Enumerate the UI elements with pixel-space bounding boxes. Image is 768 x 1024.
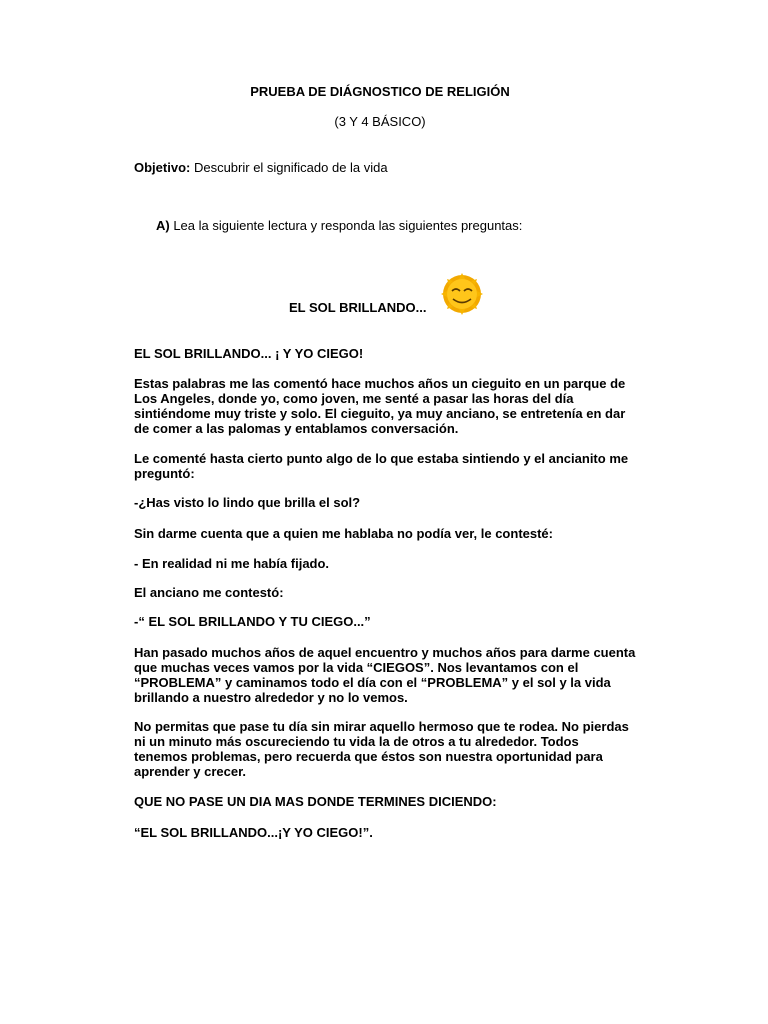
objective-text: Descubrir el significado de la vida <box>190 160 388 175</box>
instruction-text: Lea la siguiente lectura y responda las siguientes preguntas: <box>169 218 523 233</box>
story-paragraph-7: -“ EL SOL BRILLANDO Y TU CIEGO...” <box>134 614 371 629</box>
story-line: No permitas que pase tu día sin mirar aquello hermoso que te rodea. No pierdas <box>134 719 629 734</box>
story-line: “PROBLEMA” y caminamos todo el día con el “PROBLEMA” y el sol y la vida <box>134 675 611 690</box>
story-paragraph-2 <box>134 451 628 481</box>
story-heading: EL SOL BRILLANDO... ¡ Y YO CIEGO! <box>134 346 364 361</box>
story-title: EL SOL BRILLANDO... <box>289 300 427 315</box>
smiling-sun-icon <box>440 272 484 316</box>
story-line: ni un minuto más oscureciendo tu vida la de otros a tu alrededor. Todos <box>134 734 579 749</box>
story-line: tenemos problemas, pero recuerda que éstos son nuestra oportunidad para <box>134 749 603 764</box>
story-line: preguntó: <box>134 466 195 481</box>
instruction-letter: A) <box>156 218 170 233</box>
story-paragraph-10: QUE NO PASE UN DIA MAS DONDE TERMINES DICIENDO: <box>134 794 497 809</box>
story-paragraph-4: Sin darme cuenta que a quien me hablaba no podía ver, le contesté: <box>134 526 553 541</box>
story-paragraph-1 <box>134 376 625 436</box>
story-line: de comer a las palomas y entablamos conversación. <box>134 421 459 436</box>
story-paragraph-8 <box>134 645 635 705</box>
story-line: que muchas veces vamos por la vida “CIEGOS”. Nos levantamos con el <box>134 660 579 675</box>
objective-label: Objetivo: <box>134 160 191 175</box>
story-paragraph-6: El anciano me contestó: <box>134 585 284 600</box>
story-paragraph-3: -¿Has visto lo lindo que brilla el sol? <box>134 495 361 510</box>
story-line: aprender y crecer. <box>134 764 247 779</box>
document-subtitle: (3 Y 4 BÁSICO) <box>334 114 426 129</box>
story-line: Los Angeles, donde yo, como joven, me senté a pasar las horas del día <box>134 391 574 406</box>
story-line: Estas palabras me las comentó hace muchos años un cieguito en un parque de <box>134 376 626 391</box>
story-closing: “EL SOL BRILLANDO...¡Y YO CIEGO!”. <box>134 825 373 840</box>
story-line: brillando a nuestro alrededor y no lo vemos. <box>134 690 408 705</box>
story-paragraph-5: - En realidad ni me había fijado. <box>134 556 330 571</box>
document-title: PRUEBA DE DIÁGNOSTICO DE RELIGIÓN <box>250 84 510 99</box>
instruction-line <box>156 218 522 233</box>
story-paragraph-9 <box>134 719 629 779</box>
story-line: Le comenté hasta cierto punto algo de lo que estaba sintiendo y el ancianito me <box>134 451 629 466</box>
story-line: sintiéndome muy triste y solo. El cieguito, ya muy anciano, se entretenía en dar <box>134 406 626 421</box>
story-line: Han pasado muchos años de aquel encuentro y muchos años para darme cuenta <box>134 645 636 660</box>
objective-line <box>134 160 388 175</box>
